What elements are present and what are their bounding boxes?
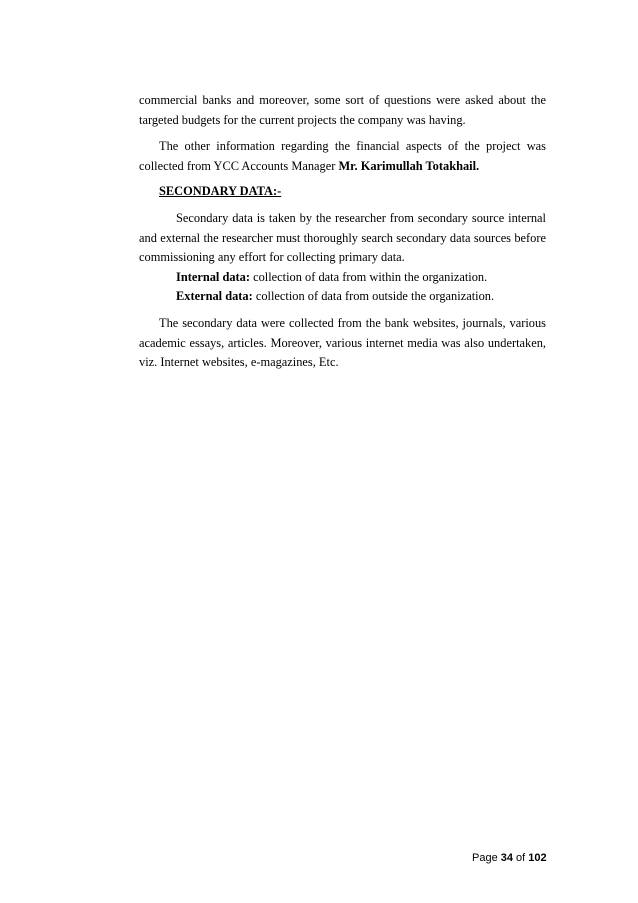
paragraph-banks-questions: commercial banks and moreover, some sort of questions were asked about the targeted budgets for the current projects the company was having. xyxy=(139,93,546,127)
internal-data-text: collection of data from within the organization. xyxy=(250,269,488,284)
external-data-definition xyxy=(139,287,546,307)
page-of-text: of xyxy=(513,852,529,864)
external-data-text: collection of data from outside the organization. xyxy=(252,289,495,304)
internal-data-definition xyxy=(139,268,546,288)
external-data-label: External data: xyxy=(176,289,253,304)
page-body xyxy=(139,91,546,373)
section-heading-secondary-data: SECONDARY DATA:- xyxy=(159,184,282,199)
paragraph-secondary-sources: The secondary data were collected from the bank websites, journals, various academic essays, articles. Moreover, various internet media was also undertaken, viz. Internet websites, e-magazines, Etc. xyxy=(139,315,546,370)
internal-data-label: Internal data: xyxy=(176,269,250,284)
accounts-manager-name: Mr. Karimullah Totakhail. xyxy=(338,158,480,173)
financial-aspects-text: The other information regarding the financial aspects of the project was collected from YCC Accounts Manager xyxy=(139,139,546,173)
page-number-footer xyxy=(472,852,547,864)
paragraph-secondary-data-definition: Secondary data is taken by the researcher from secondary source internal and external the researcher must thoroughly search secondary data sources before commissioning any effort for collecting primary data. xyxy=(139,210,546,265)
page-prefix: Page xyxy=(472,852,501,864)
current-page-number: 34 xyxy=(500,852,513,864)
paragraph-financial-aspects xyxy=(139,137,546,176)
total-page-count: 102 xyxy=(528,852,547,864)
